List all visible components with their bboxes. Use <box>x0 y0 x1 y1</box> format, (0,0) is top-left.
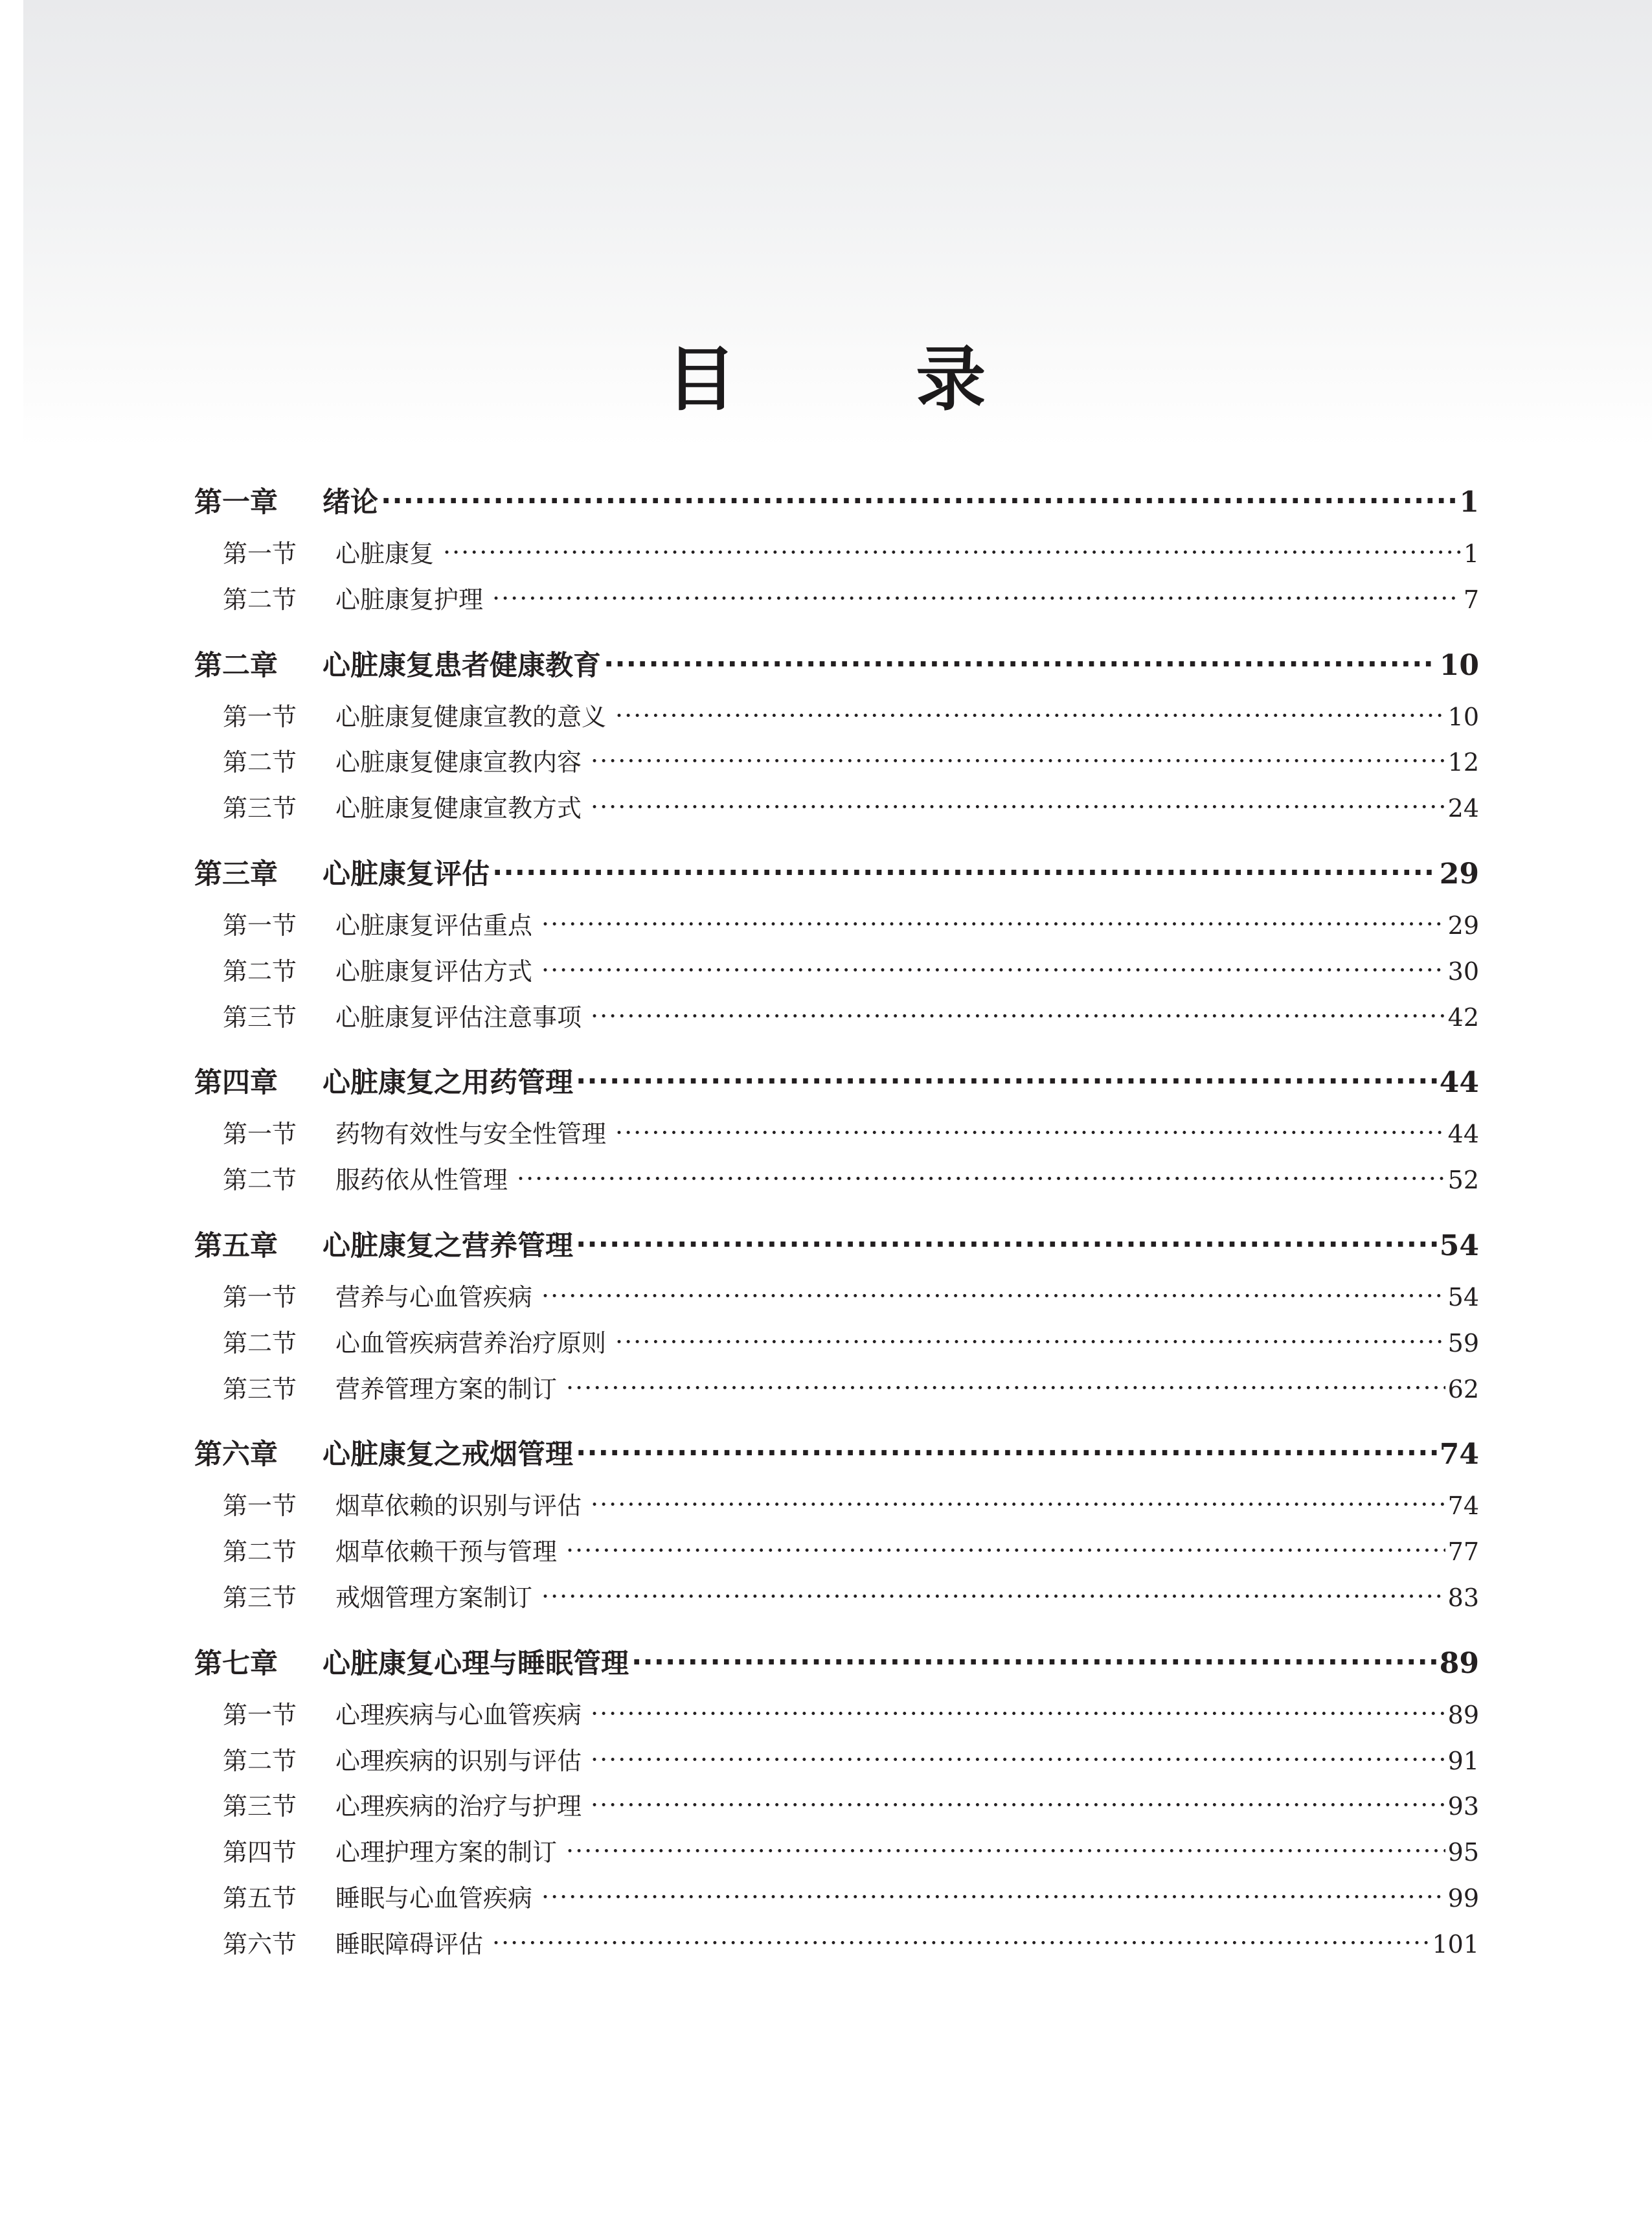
section-title: 心脏康复评估注意事项 <box>335 1003 582 1032</box>
chapter-title: 心脏康复之用药管理 <box>322 1067 573 1100</box>
dot-leader <box>492 576 1461 622</box>
section-page-number: 10 <box>1447 702 1479 731</box>
section-number: 第二节 <box>223 1166 297 1195</box>
section-page-number: 54 <box>1447 1282 1479 1312</box>
section-title: 心脏康复评估方式 <box>335 957 533 986</box>
section-number: 第一节 <box>223 1282 297 1312</box>
section-number: 第一节 <box>223 539 297 568</box>
section-page-number: 42 <box>1447 1003 1479 1032</box>
section-page-number: 91 <box>1447 1746 1479 1775</box>
dot-leader <box>615 1110 1445 1156</box>
dot-leader <box>566 1528 1445 1574</box>
chapter-page-number: 10 <box>1439 648 1479 682</box>
section-number: 第二节 <box>223 1746 297 1775</box>
dot-leader <box>492 850 1437 896</box>
section-title: 心脏康复 <box>335 539 435 568</box>
dot-leader <box>615 693 1445 739</box>
section-page-number: 44 <box>1447 1120 1479 1149</box>
section-number: 第一节 <box>223 911 297 940</box>
section-title: 心理护理方案的制订 <box>335 1838 558 1867</box>
chapter-number: 第五章 <box>194 1229 278 1262</box>
section-number: 第一节 <box>223 702 297 731</box>
section-page-number: 74 <box>1447 1492 1479 1521</box>
section-title: 心理疾病的识别与评估 <box>335 1746 582 1775</box>
section-page-number: 1 <box>1463 539 1479 568</box>
toc-section-6-2[interactable] <box>194 1529 1479 1575</box>
chapter-number: 第一章 <box>194 486 278 519</box>
section-page-number: 99 <box>1447 1883 1479 1913</box>
toc-section-2-2[interactable] <box>194 740 1479 786</box>
toc-section-7-1[interactable] <box>194 1692 1479 1738</box>
chapter-title: 绪论 <box>322 486 378 519</box>
chapter-title: 心脏康复心理与睡眠管理 <box>322 1647 629 1680</box>
page-title: 目 录 <box>666 339 1064 421</box>
dot-leader <box>604 641 1437 688</box>
section-title: 戒烟管理方案制订 <box>335 1583 533 1612</box>
section-title: 心脏康复健康宣教内容 <box>335 748 582 777</box>
section-page-number: 83 <box>1447 1583 1479 1612</box>
dot-leader <box>541 1574 1445 1620</box>
chapter-number: 第四章 <box>194 1067 278 1100</box>
chapter-page-number: 89 <box>1439 1646 1479 1680</box>
toc-chapter-6[interactable] <box>194 1431 1479 1478</box>
dot-leader <box>591 784 1445 830</box>
section-number: 第三节 <box>223 1583 297 1612</box>
toc-section-6-3[interactable] <box>194 1575 1479 1621</box>
section-page-number: 77 <box>1447 1538 1479 1567</box>
section-title: 心理疾病的治疗与护理 <box>335 1792 582 1821</box>
section-number: 第三节 <box>223 794 297 823</box>
dot-leader <box>615 1319 1445 1365</box>
dot-leader <box>591 994 1445 1039</box>
section-title: 心脏康复护理 <box>335 585 484 614</box>
toc-section-7-2[interactable] <box>194 1738 1479 1784</box>
section-page-number: 62 <box>1447 1374 1479 1403</box>
chapter-title: 心脏康复评估 <box>322 857 490 891</box>
section-number: 第二节 <box>223 748 297 777</box>
toc-section-7-5[interactable] <box>194 1876 1479 1922</box>
section-page-number: 7 <box>1463 585 1479 614</box>
section-number: 第二节 <box>223 957 297 986</box>
dot-leader <box>443 530 1461 576</box>
section-title: 服药依从性管理 <box>335 1166 508 1195</box>
section-page-number: 52 <box>1447 1166 1479 1195</box>
section-page-number: 89 <box>1447 1700 1479 1729</box>
toc-chapter-7[interactable] <box>194 1641 1479 1687</box>
toc-section-5-3[interactable] <box>194 1367 1479 1413</box>
toc-section-2-1[interactable] <box>194 694 1479 740</box>
chapter-title: 心脏康复患者健康教育 <box>322 649 601 682</box>
chapter-title: 心脏康复之戒烟管理 <box>322 1438 573 1471</box>
dot-leader <box>576 1430 1437 1477</box>
section-page-number: 59 <box>1447 1328 1479 1357</box>
section-page-number: 12 <box>1447 748 1479 777</box>
section-page-number: 30 <box>1447 957 1479 986</box>
dot-leader <box>576 1058 1437 1105</box>
section-number: 第二节 <box>223 1328 297 1357</box>
section-number: 第三节 <box>223 1003 297 1032</box>
dot-leader <box>541 948 1445 994</box>
dot-leader <box>591 1737 1445 1783</box>
toc-section-5-2[interactable] <box>194 1321 1479 1367</box>
section-title: 心血管疾病营养治疗原则 <box>335 1328 607 1357</box>
section-page-number: 24 <box>1447 794 1479 823</box>
toc-section-1-1[interactable] <box>194 531 1479 577</box>
dot-leader <box>541 1273 1445 1319</box>
section-number: 第六节 <box>223 1929 297 1959</box>
section-title: 营养与心血管疾病 <box>335 1282 533 1312</box>
toc-chapter-4[interactable] <box>194 1060 1479 1106</box>
toc-chapter-1[interactable] <box>194 479 1479 526</box>
chapter-number: 第三章 <box>194 857 278 891</box>
section-title: 营养管理方案的制订 <box>335 1374 558 1403</box>
dot-leader <box>576 1221 1437 1268</box>
chapter-number: 第六章 <box>194 1438 278 1471</box>
toc-section-3-2[interactable] <box>194 949 1479 995</box>
section-title: 睡眠与心血管疾病 <box>335 1883 533 1913</box>
dot-leader <box>631 1639 1437 1686</box>
chapter-number: 第七章 <box>194 1647 278 1680</box>
section-number: 第一节 <box>223 1492 297 1521</box>
section-title: 心脏康复评估重点 <box>335 911 533 940</box>
section-number: 第一节 <box>223 1120 297 1149</box>
section-title: 烟草依赖的识别与评估 <box>335 1492 582 1521</box>
section-title: 心理疾病与心血管疾病 <box>335 1700 582 1729</box>
section-number: 第三节 <box>223 1374 297 1403</box>
dot-leader <box>591 1782 1445 1828</box>
chapter-page-number: 1 <box>1459 486 1479 519</box>
dot-leader <box>566 1828 1445 1874</box>
toc-section-3-3[interactable] <box>194 995 1479 1041</box>
dot-leader <box>541 1874 1445 1920</box>
chapter-page-number: 44 <box>1439 1066 1479 1100</box>
section-page-number: 93 <box>1447 1792 1479 1821</box>
toc-chapter-2[interactable] <box>194 642 1479 689</box>
toc-section-5-1[interactable] <box>194 1275 1479 1321</box>
dot-leader <box>492 1920 1429 1966</box>
dot-leader <box>591 738 1445 784</box>
toc-section-4-1[interactable] <box>194 1111 1479 1157</box>
table-of-contents <box>194 479 1479 1968</box>
toc-section-6-1[interactable] <box>194 1483 1479 1529</box>
dot-leader <box>591 1691 1445 1737</box>
section-number: 第二节 <box>223 1538 297 1567</box>
toc-section-4-2[interactable] <box>194 1157 1479 1203</box>
dot-leader <box>566 1365 1445 1411</box>
dot-leader <box>591 1482 1445 1528</box>
toc-section-7-4[interactable] <box>194 1830 1479 1876</box>
section-title: 烟草依赖干预与管理 <box>335 1538 558 1567</box>
toc-section-7-3[interactable] <box>194 1784 1479 1830</box>
toc-section-2-3[interactable] <box>194 786 1479 832</box>
section-title: 心脏康复健康宣教的意义 <box>335 702 607 731</box>
dot-leader <box>517 1156 1445 1202</box>
toc-section-1-2[interactable] <box>194 577 1479 623</box>
chapter-number: 第二章 <box>194 649 278 682</box>
dot-leader <box>541 902 1445 948</box>
section-page-number: 29 <box>1447 911 1479 940</box>
section-number: 第二节 <box>223 585 297 614</box>
chapter-page-number: 29 <box>1439 857 1479 891</box>
toc-section-3-1[interactable] <box>194 903 1479 949</box>
section-title: 药物有效性与安全性管理 <box>335 1120 607 1149</box>
section-page-number: 95 <box>1447 1838 1479 1867</box>
chapter-page-number: 74 <box>1439 1438 1479 1471</box>
toc-chapter-3[interactable] <box>194 851 1479 898</box>
section-number: 第一节 <box>223 1700 297 1729</box>
section-number: 第三节 <box>223 1792 297 1821</box>
chapter-title: 心脏康复之营养管理 <box>322 1229 573 1262</box>
section-page-number: 101 <box>1432 1929 1479 1959</box>
section-title: 睡眠障碍评估 <box>335 1929 484 1959</box>
toc-section-7-6[interactable] <box>194 1922 1479 1968</box>
section-title: 心脏康复健康宣教方式 <box>335 794 582 823</box>
chapter-page-number: 54 <box>1439 1229 1479 1262</box>
section-number: 第五节 <box>223 1883 297 1913</box>
section-number: 第四节 <box>223 1838 297 1867</box>
dot-leader <box>381 478 1456 525</box>
toc-chapter-5[interactable] <box>194 1223 1479 1269</box>
